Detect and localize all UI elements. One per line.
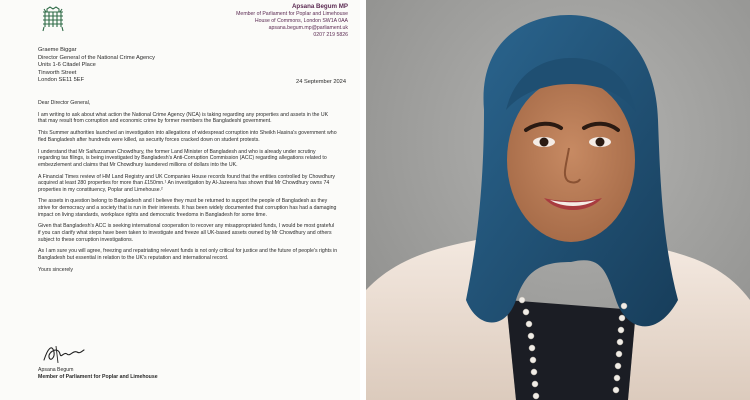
portrait-photo xyxy=(366,0,750,400)
handwritten-signature xyxy=(40,342,86,366)
paragraph: As I am sure you will agree, freezing and repatriating relevant funds is not only critical for justice and the future of people's rights in Bangladesh but essential in relation to the UK's reputation and international record. xyxy=(38,248,338,261)
sender-phone: 0207 219 5826 xyxy=(313,32,348,38)
letter-date: 24 September 2024 xyxy=(296,79,346,85)
paragraph: This Summer authorities launched an investigation into allegations of widespread corruption into Sheikh Hasina's government who fled Bangladesh after hundreds were killed, as security forces cracked down on student protests. xyxy=(38,130,337,143)
paragraph: A Financial Times review of HM Land Registry and UK Companies House records found that the entities controlled by Chowdhury acquired at least 280 properties for more than £150mn.¹ An investigation by Al-Jazeera has shown that Mr Chowdhury owns 74 properties in my constituency, Poplar and Limehouse.² xyxy=(38,173,335,193)
sender-address: House of Commons, London SW1A 0AA xyxy=(254,18,348,24)
signatory-role: Member of Parliament for Poplar and Limehouse xyxy=(38,373,158,380)
paragraph: The assets in question belong to Bangladesh and I believe they must be returned to support the people of Bangladesh as they strive for democracy and a society that is run in their interests. It has been widely documented that corruption has had a damaging impact on living standards, workplace rights and democratic freedoms in Bangladesh for some time. xyxy=(38,198,337,218)
portrait-illustration xyxy=(366,0,750,400)
paragraph: I understand that Mr Saifuzzaman Chowdhury, the former Land Minister of Bangladesh and who is already under scrutiny regarding tax filings, is being investigated by Bangladesh's Anti-Corruption Commission (ACC) regarding allegations related to embezzlement and claims that Mr Chowdhury laundered millions of dollars into the UK. xyxy=(38,148,327,168)
signature-block xyxy=(38,340,238,380)
paragraph: Given that Bangladesh's ACC is seeking international cooperation to recover any misappropriated funds, I would be most grateful if you can clarify what steps have been taken to investigate and freeze all UK-based assets owned by Mr Chowdhury and others subject to these corruption investigations. xyxy=(38,223,334,243)
closing: Yours sincerely xyxy=(38,266,73,273)
paragraph: I am writing to ask about what action the National Crime Agency (NCA) is taking regarding any properties and assets in the UK that may result from corruption and economic crime by former members the Bangladeshi government. xyxy=(38,111,329,125)
sender-block xyxy=(168,3,348,39)
addressee-line: Director General of the National Crime Agency xyxy=(38,54,155,61)
portcullis-crest-icon xyxy=(38,4,68,34)
sender-role: Member of Parliament for Poplar and Limehouse xyxy=(236,11,348,17)
sender-name: Apsana Begum MP xyxy=(291,3,348,10)
addressee-block xyxy=(38,47,258,85)
sender-email: apsana.begum.mp@parliament.uk xyxy=(268,25,348,31)
letter-document xyxy=(0,0,360,400)
addressee-line: London SE11 5EF xyxy=(38,77,85,83)
signatory-name: Apsana Begum xyxy=(38,367,74,373)
addressee-line: Graeme Biggar xyxy=(38,47,77,53)
face xyxy=(507,78,635,242)
addressee-line: Tinworth Street xyxy=(38,69,77,76)
letter-body xyxy=(38,100,338,279)
salutation: Dear Director General, xyxy=(38,100,91,106)
addressee-line: Units 1-6 Citadel Place xyxy=(38,62,96,68)
